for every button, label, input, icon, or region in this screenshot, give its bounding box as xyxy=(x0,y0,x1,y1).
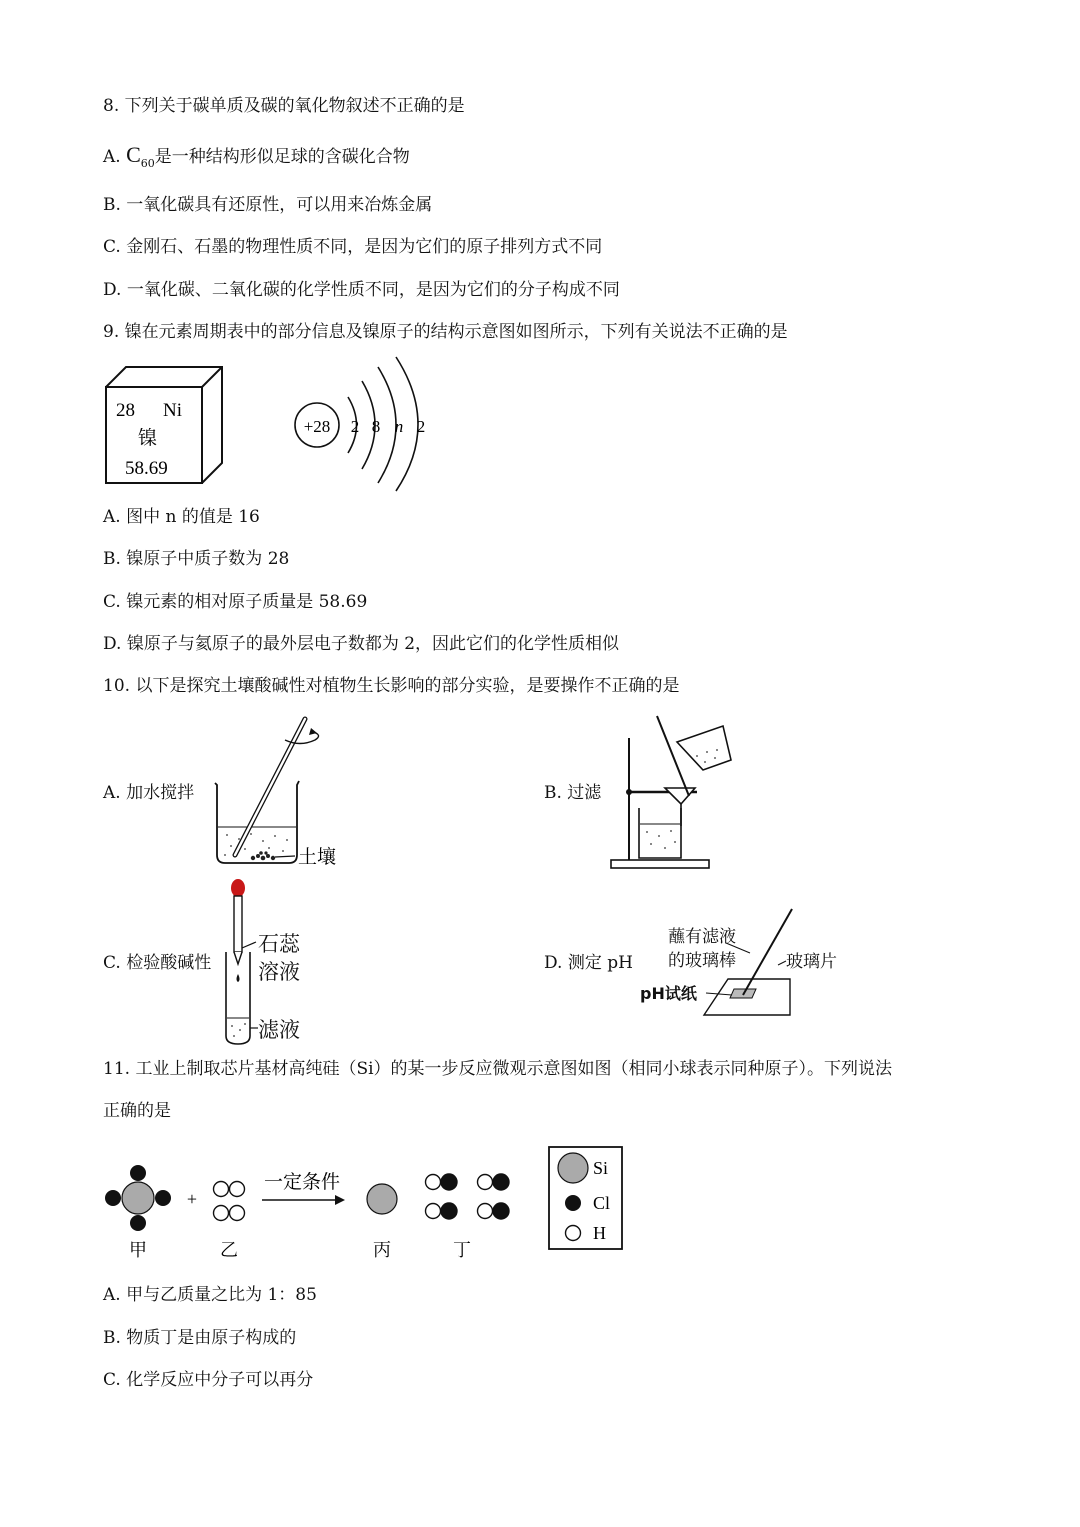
q9-stem: 9. 镍在元素周期表中的部分信息及镍原子的结构示意图如图所示，下列有关说法不正确的是 xyxy=(103,322,788,342)
nucleus-charge: +28 xyxy=(303,417,331,436)
stir-arrowhead xyxy=(309,728,317,735)
molecule-bing xyxy=(367,1184,397,1214)
molecule-jia xyxy=(105,1165,171,1231)
label-yi: 乙 xyxy=(220,1240,238,1260)
q11-stem-line2: 正确的是 xyxy=(103,1101,171,1121)
reaction-condition: 一定条件 xyxy=(263,1172,341,1193)
stand-base xyxy=(611,860,709,868)
legend-si-ball xyxy=(558,1153,588,1183)
filtrate-label: 滤液 xyxy=(258,1018,300,1042)
stirring-beaker-diagram xyxy=(205,715,355,875)
legend-cl-label: Cl xyxy=(593,1193,611,1213)
q9-option-c: C. 镍元素的相对原子质量是 58.69 xyxy=(103,592,368,612)
rod-label-2: 的玻璃棒 xyxy=(668,951,736,971)
q10-option-c: C. 检验酸碱性 xyxy=(103,953,212,973)
c60-subscript: 60 xyxy=(140,157,155,170)
shell-1-count: 2 xyxy=(350,417,360,436)
atom-structure-diagram xyxy=(290,355,440,495)
pouring-beaker xyxy=(677,726,731,770)
q8-option-d: D. 一氧化碳、二氧化碳的化学性质不同，是因为它们的分子构成不同 xyxy=(103,280,620,300)
plus-sign: + xyxy=(186,1189,198,1209)
q9-option-d: D. 镍原子与氦原子的最外层电子数都为 2，因此它们的化学性质相似 xyxy=(103,634,620,654)
q8-option-c: C. 金刚石、石墨的物理性质不同，是因为它们的原子排列方式不同 xyxy=(103,237,603,257)
q8-option-b: B. 一氧化碳具有还原性，可以用来冶炼金属 xyxy=(103,195,433,215)
litmus-label-1: 石蕊 xyxy=(258,932,300,956)
q8-stem: 8. 下列关于碳单质及碳的氧化物叙述不正确的是 xyxy=(103,96,465,116)
glass-rod xyxy=(657,716,689,796)
label-jia: 甲 xyxy=(129,1240,147,1260)
q8-option-a-text: 是一种结构形似足球的含碳化合物 xyxy=(154,147,410,167)
periodic-table-cell xyxy=(100,365,230,487)
q9-option-a: A. 图中 n 的值是 16 xyxy=(103,507,260,527)
q8-option-a xyxy=(103,143,410,176)
legend-h-ball xyxy=(566,1226,581,1241)
legend-cl-ball xyxy=(565,1195,581,1211)
label-bing: 丙 xyxy=(373,1240,391,1260)
q8-option-a-prefix: A. xyxy=(103,147,127,167)
q11-stem-line1: 11. 工业上制取芯片基材高纯硅（Si）的某一步反应微观示意图如图（相同小球表示同种原子）。下列说法 xyxy=(103,1059,893,1079)
rod-label-1: 蘸有滤液 xyxy=(668,927,736,947)
molecule-yi xyxy=(214,1182,245,1221)
element-symbol: Ni xyxy=(163,400,182,421)
element-name: 镍 xyxy=(138,428,158,449)
q10-option-a: A. 加水搅拌 xyxy=(103,783,195,803)
atomic-number: 28 xyxy=(116,400,135,421)
filtration-diagram xyxy=(605,712,740,872)
q9-option-b: B. 镍原子中质子数为 28 xyxy=(103,549,290,569)
molecule-ding xyxy=(426,1174,510,1219)
c60-formula: C xyxy=(126,142,141,167)
q11-option-c: C. 化学反应中分子可以再分 xyxy=(103,1370,314,1390)
ph-paper-label: pH试纸 xyxy=(640,984,697,1003)
litmus-label-2: 溶液 xyxy=(258,960,300,984)
atomic-mass: 58.69 xyxy=(125,458,168,479)
soil-particles xyxy=(251,851,275,860)
shell-2-count: 8 xyxy=(371,417,381,436)
shell-4-count: 2 xyxy=(416,417,426,436)
glass-plate-label: 玻璃片 xyxy=(786,952,837,972)
q11-option-a: A. 甲与乙质量之比为 1：85 xyxy=(103,1285,317,1305)
shell-3-count: n xyxy=(394,417,404,436)
receiving-beaker xyxy=(639,808,681,858)
funnel xyxy=(665,788,695,804)
q10-option-b: B. 过滤 xyxy=(544,783,602,803)
dropper-bulb xyxy=(231,879,245,897)
legend-si-label: Si xyxy=(593,1158,609,1178)
legend xyxy=(549,1147,622,1249)
beaker xyxy=(215,781,299,863)
label-ding: 丁 xyxy=(453,1240,471,1260)
soil-label: 土壤 xyxy=(298,847,337,868)
q11-option-b: B. 物质丁是由原子构成的 xyxy=(103,1328,297,1348)
reaction-diagram xyxy=(100,1145,640,1260)
legend-h-label: H xyxy=(593,1223,606,1243)
shell-3 xyxy=(378,367,396,483)
q10-stem: 10. 以下是探究土壤酸碱性对植物生长影响的部分实验，是要操作不正确的是 xyxy=(103,676,680,696)
drop xyxy=(237,974,240,982)
q10-option-d: D. 测定 pH xyxy=(544,953,633,973)
dropper-tube xyxy=(234,896,242,952)
